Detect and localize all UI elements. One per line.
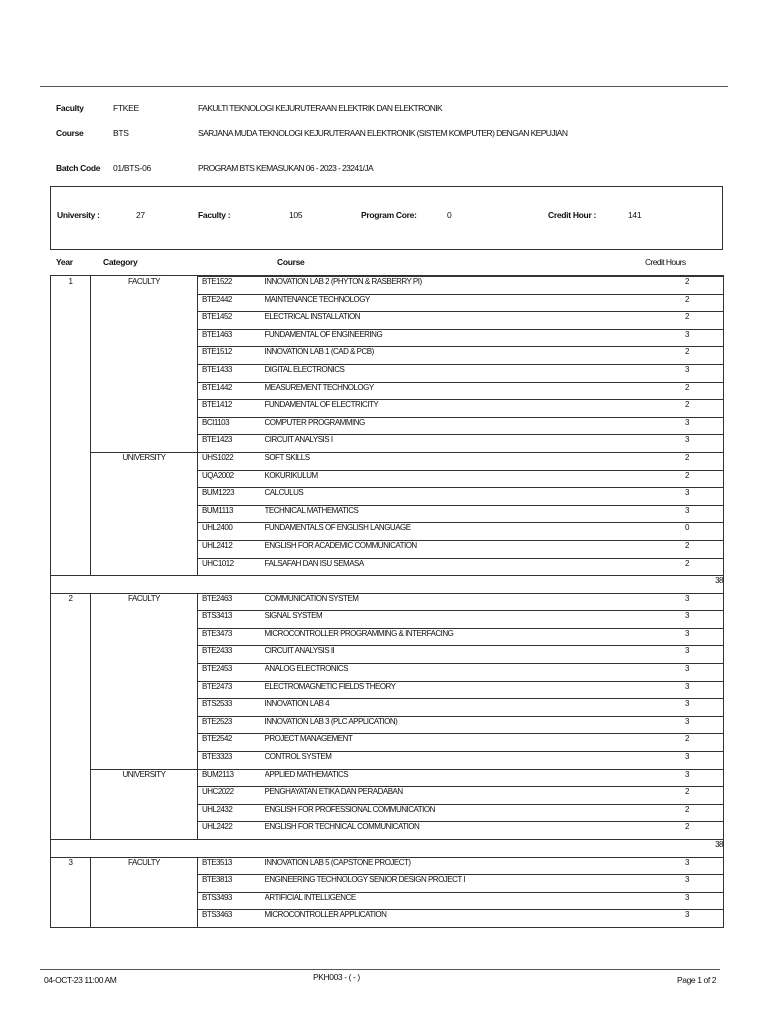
category-cell (91, 628, 198, 646)
table-row (51, 804, 724, 822)
credit-hours-cell: 3 (679, 435, 724, 453)
course-code-cell: BTE3323 (198, 752, 265, 770)
course-name-cell: ARTIFICIAL INTELLIGENCE (265, 892, 679, 910)
course-name-cell: INNOVATION LAB 4 (265, 699, 679, 717)
credit-hours-cell: 3 (679, 699, 724, 717)
table-row (51, 400, 724, 418)
year-cell (51, 664, 91, 682)
credit-hours-cell: 3 (679, 646, 724, 664)
year-cell (51, 452, 91, 470)
category-cell (91, 681, 198, 699)
table-row (51, 417, 724, 435)
table-row (51, 769, 724, 787)
year-cell (51, 804, 91, 822)
course-name-cell: COMMUNICATION SYSTEM (265, 593, 679, 611)
university-credit-value: 27 (136, 210, 145, 220)
course-name-cell: COMPUTER PROGRAMMING (265, 417, 679, 435)
category-cell: UNIVERSITY (91, 452, 198, 470)
course-name-cell: INNOVATION LAB 3 (PLC APPLICATION) (265, 716, 679, 734)
year-cell: 3 (51, 857, 91, 875)
course-code-cell: BTE1463 (198, 329, 265, 347)
category-cell (91, 364, 198, 382)
year-cell (51, 716, 91, 734)
credit-hours-cell: 3 (679, 752, 724, 770)
category-cell: FACULTY (91, 277, 198, 295)
course-name-cell: FUNDAMENTAL OF ELECTRICITY (265, 400, 679, 418)
table-row (51, 822, 724, 840)
year-cell (51, 822, 91, 840)
course-code-cell: UHC1012 (198, 558, 265, 576)
course-name-cell: CONTROL SYSTEM (265, 752, 679, 770)
course-code-cell: UHC2022 (198, 787, 265, 805)
year-total-credit: 38 (679, 840, 724, 858)
course-name-cell: ELECTRICAL INSTALLATION (265, 312, 679, 330)
credit-hours-cell: 3 (679, 505, 724, 523)
credit-hours-cell: 2 (679, 540, 724, 558)
credit-hours-cell: 3 (679, 681, 724, 699)
course-name-cell: ANALOG ELECTRONICS (265, 664, 679, 682)
column-header-year: Year (56, 257, 73, 267)
course-code-cell: BTE1412 (198, 400, 265, 418)
table-row (51, 611, 724, 629)
category-cell (91, 875, 198, 893)
course-name-cell: KOKURIKULUM (265, 470, 679, 488)
year-cell (51, 505, 91, 523)
table-row (51, 523, 724, 541)
course-name-cell: INNOVATION LAB 2 (PHYTON & RASBERRY PI) (265, 277, 679, 295)
table-row (51, 664, 724, 682)
table-row (51, 593, 724, 611)
category-cell (91, 699, 198, 717)
course-code-cell: BTE3473 (198, 628, 265, 646)
course-name-cell: FUNDAMENTALS OF ENGLISH LANGUAGE (265, 523, 679, 541)
category-cell (91, 400, 198, 418)
batch-code: 01/BTS-06 (113, 163, 151, 173)
course-name-cell: ENGLISH FOR PROFESSIONAL COMMUNICATION (265, 804, 679, 822)
course-name: SARJANA MUDA TEKNOLOGI KEJURUTERAAN ELEKTRONIK (SISTEM KOMPUTER) DENGAN KEPUJIAN (198, 128, 568, 138)
course-name-cell: CALCULUS (265, 488, 679, 506)
year-total-row (51, 576, 724, 594)
column-header-category: Category (103, 257, 138, 267)
course-code-cell: BTS3413 (198, 611, 265, 629)
faculty-label: Faculty (56, 103, 84, 113)
course-name-cell: MICROCONTROLLER APPLICATION (265, 910, 679, 928)
table-row (51, 452, 724, 470)
top-rule (40, 86, 728, 87)
table-row (51, 382, 724, 400)
course-code-cell: BTE2523 (198, 716, 265, 734)
year-cell (51, 294, 91, 312)
category-cell: FACULTY (91, 857, 198, 875)
year-total-spacer (51, 840, 679, 858)
print-datetime: 04-OCT-23 11:00 AM (44, 975, 117, 985)
course-code-cell: BTE1452 (198, 312, 265, 330)
bottom-rule (40, 969, 720, 970)
credit-hours-cell: 2 (679, 558, 724, 576)
faculty-credit-value: 105 (289, 210, 303, 220)
year-cell: 1 (51, 277, 91, 295)
faculty-name: FAKULTI TEKNOLOGI KEJURUTERAAN ELEKTRIK DAN ELEKTRONIK (198, 103, 443, 113)
credit-hours-cell: 3 (679, 716, 724, 734)
year-cell (51, 752, 91, 770)
credit-hours-cell: 2 (679, 734, 724, 752)
credit-hours-cell: 2 (679, 347, 724, 365)
year-cell (51, 910, 91, 928)
course-name-cell: PENGHAYATAN ETIKA DAN PERADABAN (265, 787, 679, 805)
course-code-cell: BUM1113 (198, 505, 265, 523)
category-cell (91, 646, 198, 664)
category-cell (91, 294, 198, 312)
year-cell (51, 611, 91, 629)
table-row (51, 875, 724, 893)
year-cell (51, 681, 91, 699)
credit-hours-cell: 2 (679, 804, 724, 822)
credit-hours-cell: 3 (679, 417, 724, 435)
year-cell (51, 892, 91, 910)
year-cell (51, 646, 91, 664)
credit-hours-cell: 3 (679, 488, 724, 506)
course-name-cell: SIGNAL SYSTEM (265, 611, 679, 629)
course-code-cell: BTE1433 (198, 364, 265, 382)
table-row (51, 347, 724, 365)
course-name-cell: ENGLISH FOR ACADEMIC COMMUNICATION (265, 540, 679, 558)
credit-hours-cell: 2 (679, 294, 724, 312)
table-row (51, 646, 724, 664)
table-row (51, 857, 724, 875)
course-code-cell: BTE1522 (198, 277, 265, 295)
course-code-cell: BTE2442 (198, 294, 265, 312)
credit-hours-cell: 2 (679, 312, 724, 330)
category-cell (91, 892, 198, 910)
table-row (51, 364, 724, 382)
credit-hours-cell: 2 (679, 470, 724, 488)
course-code-cell: UHL2422 (198, 822, 265, 840)
category-cell (91, 822, 198, 840)
table-row (51, 787, 724, 805)
credit-hours-cell: 3 (679, 593, 724, 611)
table-row (51, 734, 724, 752)
course-name-cell: CIRCUIT ANALYSIS II (265, 646, 679, 664)
table-row (51, 470, 724, 488)
faculty-code: FTKEE (113, 103, 139, 113)
category-cell (91, 347, 198, 365)
category-cell (91, 611, 198, 629)
course-name-cell: INNOVATION LAB 5 (CAPSTONE PROJECT) (265, 857, 679, 875)
credit-hours-cell: 3 (679, 875, 724, 893)
year-cell (51, 558, 91, 576)
course-name-cell: MICROCONTROLLER PROGRAMMING & INTERFACING (265, 628, 679, 646)
category-cell (91, 312, 198, 330)
credit-hours-cell: 3 (679, 664, 724, 682)
credit-hours-cell: 3 (679, 364, 724, 382)
credit-hours-cell: 3 (679, 628, 724, 646)
credit-hours-cell: 3 (679, 769, 724, 787)
category-cell (91, 540, 198, 558)
course-code-cell: BTE1423 (198, 435, 265, 453)
year-cell: 2 (51, 593, 91, 611)
credit-hours-cell: 0 (679, 523, 724, 541)
credit-hours-cell: 2 (679, 822, 724, 840)
year-cell (51, 787, 91, 805)
table-row (51, 699, 724, 717)
table-row (51, 277, 724, 295)
table-row (51, 312, 724, 330)
year-cell (51, 364, 91, 382)
course-code-cell: BTE2463 (198, 593, 265, 611)
course-code-cell: BUM1223 (198, 488, 265, 506)
course-name-cell: FALSAFAH DAN ISU SEMASA (265, 558, 679, 576)
course-label: Course (56, 128, 84, 138)
credit-hours-cell: 3 (679, 857, 724, 875)
table-row (51, 540, 724, 558)
course-code-cell: UHL2412 (198, 540, 265, 558)
course-table-body (51, 276, 724, 928)
category-cell (91, 417, 198, 435)
credit-hours-cell: 2 (679, 382, 724, 400)
course-code-cell: BUM2113 (198, 769, 265, 787)
faculty-credit-label: Faculty : (198, 210, 231, 220)
table-row (51, 910, 724, 928)
table-row (51, 558, 724, 576)
page-number: Page 1 of 2 (677, 975, 717, 985)
credit-hours-cell: 3 (679, 611, 724, 629)
year-cell (51, 382, 91, 400)
table-row (51, 294, 724, 312)
course-name-cell: FUNDAMENTAL OF ENGINEERING (265, 329, 679, 347)
course-code-cell: BTE2433 (198, 646, 265, 664)
course-code-cell: BTS3463 (198, 910, 265, 928)
course-code-cell: UHL2400 (198, 523, 265, 541)
course-name-cell: PROJECT MANAGEMENT (265, 734, 679, 752)
table-row (51, 628, 724, 646)
course-name-cell: ENGLISH FOR TECHNICAL COMMUNICATION (265, 822, 679, 840)
course-name-cell: CIRCUIT ANALYSIS I (265, 435, 679, 453)
year-cell (51, 417, 91, 435)
table-row (51, 329, 724, 347)
course-code-cell: BTE1442 (198, 382, 265, 400)
category-cell (91, 505, 198, 523)
category-cell: FACULTY (91, 593, 198, 611)
category-cell (91, 910, 198, 928)
table-row (51, 681, 724, 699)
year-cell (51, 400, 91, 418)
year-cell (51, 628, 91, 646)
credit-hour-value: 141 (628, 210, 642, 220)
batch-label: Batch Code (56, 163, 101, 173)
year-cell (51, 488, 91, 506)
table-row (51, 505, 724, 523)
course-code-cell: BTS2533 (198, 699, 265, 717)
category-cell (91, 488, 198, 506)
course-code-cell: BTE3813 (198, 875, 265, 893)
category-cell (91, 435, 198, 453)
course-structure-table (50, 275, 724, 928)
course-code-cell: BCI1103 (198, 417, 265, 435)
year-cell (51, 470, 91, 488)
year-cell (51, 699, 91, 717)
credit-hour-label: Credit Hour : (548, 210, 597, 220)
year-cell (51, 734, 91, 752)
course-name-cell: MAINTENANCE TECHNOLOGY (265, 294, 679, 312)
credit-hours-cell: 3 (679, 910, 724, 928)
year-cell (51, 875, 91, 893)
year-total-row (51, 840, 724, 858)
category-cell (91, 716, 198, 734)
course-name-cell: TECHNICAL MATHEMATICS (265, 505, 679, 523)
credit-hours-cell: 3 (679, 892, 724, 910)
course-name-cell: MEASUREMENT TECHNOLOGY (265, 382, 679, 400)
course-code: BTS (113, 128, 129, 138)
year-cell (51, 329, 91, 347)
category-cell (91, 664, 198, 682)
course-code-cell: BTE2542 (198, 734, 265, 752)
course-code-cell: BTE1512 (198, 347, 265, 365)
credit-hours-cell: 2 (679, 787, 724, 805)
credit-hours-cell: 2 (679, 277, 724, 295)
credit-hours-cell: 2 (679, 400, 724, 418)
table-row (51, 892, 724, 910)
year-cell (51, 347, 91, 365)
course-code-cell: BTS3493 (198, 892, 265, 910)
year-cell (51, 540, 91, 558)
course-code-cell: UHL2432 (198, 804, 265, 822)
category-cell (91, 382, 198, 400)
table-row (51, 435, 724, 453)
category-cell (91, 804, 198, 822)
year-total-spacer (51, 576, 679, 594)
category-cell (91, 558, 198, 576)
year-cell (51, 435, 91, 453)
course-name-cell: INNOVATION LAB 1 (CAD & PCB) (265, 347, 679, 365)
category-cell (91, 329, 198, 347)
category-cell: UNIVERSITY (91, 769, 198, 787)
course-name-cell: ELECTROMAGNETIC FIELDS THEORY (265, 681, 679, 699)
table-row (51, 488, 724, 506)
program-core-label: Program Core: (361, 210, 417, 220)
batch-name: PROGRAM BTS KEMASUKAN 06 - 2023 - 23241/JA (198, 163, 374, 173)
year-cell (51, 523, 91, 541)
course-name-cell: ENGINEERING TECHNOLOGY SENIOR DESIGN PROJECT I (265, 875, 679, 893)
year-cell (51, 769, 91, 787)
credit-hours-cell: 2 (679, 452, 724, 470)
university-credit-label: University : (57, 210, 100, 220)
course-code-cell: UHS1022 (198, 452, 265, 470)
category-cell (91, 523, 198, 541)
course-code-cell: BTE3513 (198, 857, 265, 875)
course-name-cell: SOFT SKILLS (265, 452, 679, 470)
course-code-cell: BTE2453 (198, 664, 265, 682)
column-header-credit-hours: Credit Hours (645, 257, 686, 267)
course-code-cell: BTE2473 (198, 681, 265, 699)
credit-summary-box (50, 186, 723, 250)
table-row (51, 752, 724, 770)
year-total-credit: 38 (679, 576, 724, 594)
course-name-cell: APPLIED MATHEMATICS (265, 769, 679, 787)
year-cell (51, 312, 91, 330)
column-header-course: Course (277, 257, 305, 267)
category-cell (91, 734, 198, 752)
table-row (51, 716, 724, 734)
category-cell (91, 752, 198, 770)
program-core-value: 0 (447, 210, 452, 220)
credit-hours-cell: 3 (679, 329, 724, 347)
category-cell (91, 787, 198, 805)
form-code: PKH003 - ( - ) (313, 972, 360, 982)
course-name-cell: DIGITAL ELECTRONICS (265, 364, 679, 382)
course-code-cell: UQA2002 (198, 470, 265, 488)
category-cell (91, 470, 198, 488)
